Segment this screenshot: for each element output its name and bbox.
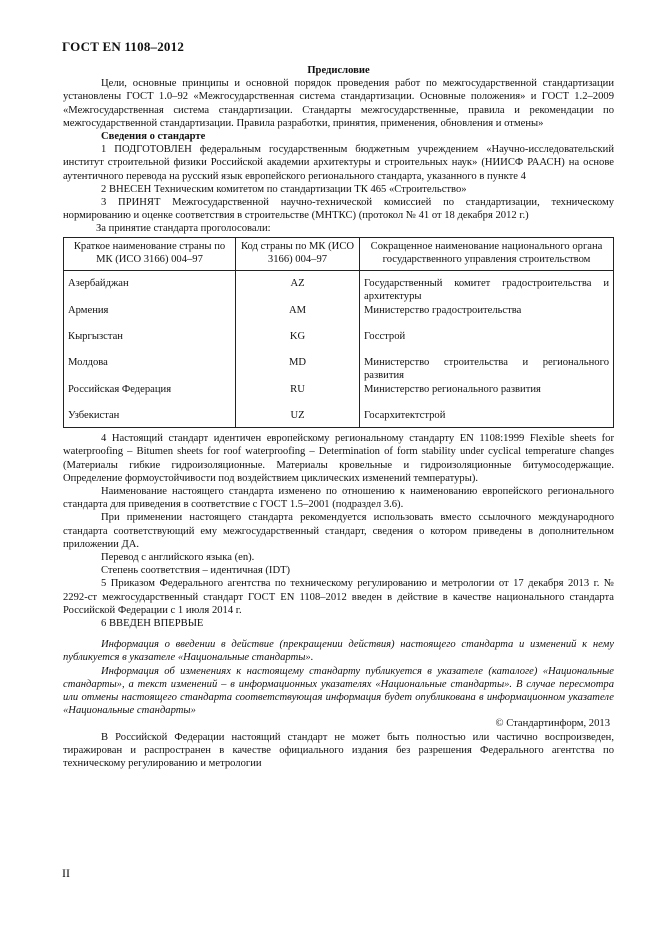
item-4: 4 Настоящий стандарт идентичен европейскому региональному стандарту EN 1108:1999 Flexible sheets for waterproofing – Bitumen sheets for roof waterproofing – Determination of form stability under cyclical temperature changes (Материалы гибкие гидроизоляционные. Материалы кровельные и гидроизоляционные битумосодержащие. Определение формоустойчивости под воздействием циклических изменений температуры).	[63, 433, 614, 484]
header-code: Код страны по МК (ИСО 3166) 004–97	[236, 237, 360, 270]
code-cell: RU	[236, 382, 360, 408]
info-introduction: Информация о введении в действие (прекращении действия) настоящего стандарта и изменений к нему публикуется в указателе «Национальные стандарты».	[63, 639, 614, 664]
table-row	[64, 408, 614, 428]
copyright: © Стандартинформ, 2013	[495, 718, 610, 730]
organ-cell: Министерство строительства и регионального развития	[360, 355, 614, 382]
references-note: При применении настоящего стандарта рекомендуется использовать вместо ссылочного международного стандарта соответствующий ему межгосударственный стандарт, сведения о котором приведены в дополнительном приложении ДА.	[63, 512, 614, 550]
table-header-row	[64, 237, 614, 270]
code-cell: KG	[236, 329, 360, 355]
country-cell: Молдова	[64, 355, 236, 382]
country-cell: Кыргызстан	[64, 329, 236, 355]
table-caption: За принятие стандарта проголосовали:	[96, 223, 271, 235]
preface-title: Предисловие	[307, 65, 370, 76]
section-title: Сведения о стандарте	[101, 131, 206, 143]
code-cell: UZ	[236, 408, 360, 428]
item-2: 2 ВНЕСЕН Техническим комитетом по стандартизации ТК 465 «Строительство»	[101, 183, 467, 195]
reproduction-note: В Российской Федерации настоящий стандарт не может быть полностью или частично воспроизведен, тиражирован и распространен в качестве официального издания без разрешения Федерального агентства по техническому регулированию и метрологии	[63, 731, 614, 770]
code-cell: MD	[236, 355, 360, 382]
header-organ: Сокращенное наименование национального органа государственного управления строительством	[360, 237, 614, 270]
organ-cell: Госстрой	[360, 329, 614, 355]
country-cell: Узбекистан	[64, 408, 236, 428]
country-cell: Армения	[64, 303, 236, 329]
organ-cell: Госархитектстрой	[360, 408, 614, 428]
item-1: 1 ПОДГОТОВЛЕН федеральным государственным бюджетным учреждением «Научно-исследовательский институт строительной физики Российской академии архитектуры и строительных наук» (НИИСФ РААСН) на основе аутентичного перевода на русский язык европейского регионального стандарта, указанного в пункте 4	[63, 144, 614, 182]
code-cell: AZ	[236, 270, 360, 303]
country-cell: Российская Федерация	[64, 382, 236, 408]
table-row	[64, 329, 614, 355]
code-cell: AM	[236, 303, 360, 329]
item-5: 5 Приказом Федерального агентства по техническому регулированию и метрологии от 17 декабря 2013 г. № 2292-ст межгосударственный стандарт ГОСТ EN 1108–2012 введен в действие в качестве национального стандарта Российской Федерации с 1 июля 2014 г.	[63, 578, 614, 616]
organ-cell: Государственный комитет градостроительства и архитектуры	[360, 270, 614, 303]
voting-table	[63, 237, 614, 429]
organ-cell: Министерство градостроительства	[360, 303, 614, 329]
preface-content	[63, 64, 614, 770]
table-row	[64, 270, 614, 303]
table-row	[64, 382, 614, 408]
name-change-note: Наименование настоящего стандарта изменено по отношению к наименованию европейского регионального стандарта для приведения в соответствие с ГОСТ 1.5–2001 (подраздел 3.6).	[63, 485, 614, 511]
organ-cell: Министерство регионального развития	[360, 382, 614, 408]
country-cell: Азербайджан	[64, 270, 236, 303]
header-country: Краткое наименование страны по МК (ИСО 3166) 004–97	[64, 237, 236, 270]
table-row	[64, 303, 614, 329]
table-row	[64, 355, 614, 382]
document-id: ГОСТ EN 1108–2012	[62, 39, 185, 54]
item-3: 3 ПРИНЯТ Межгосударственной научно-технической комиссией по стандартизации, техническому нормированию и оценке соответствия в строительстве (МНТКС) (протокол № 41 от 18 декабря 2012 г.)	[63, 197, 614, 222]
preface-intro: Цели, основные принципы и основной порядок проведения работ по межгосударственной стандартизации установлены ГОСТ 1.0–92 «Межгосударственная система стандартизации. Основные положения» и ГОСТ 1.2–2009 «Межгосударственная система стандартизации. Стандарты межгосударственные, правила и рекомендации по межгосударственной стандартизации. Правила разработки, принятия, применения, обновления и отмены»	[63, 78, 614, 129]
item-6: 6 ВВЕДЕН ВПЕРВЫЕ	[101, 617, 204, 629]
degree-note: Степень соответствия – идентичная (IDT)	[101, 565, 291, 577]
translation-note: Перевод с английского языка (en).	[101, 551, 255, 563]
page-number: II	[62, 866, 70, 880]
info-changes: Информация об изменениях к настоящему стандарту публикуется в указателе (каталоге) «Национальные стандарты», а текст изменений – в информационных указателях «Национальные стандарты». В случае пересмотра или отмены настоящего стандарта соответствующая информация будет опубликована в информационном указателе «Национальные стандарты»	[63, 665, 614, 717]
